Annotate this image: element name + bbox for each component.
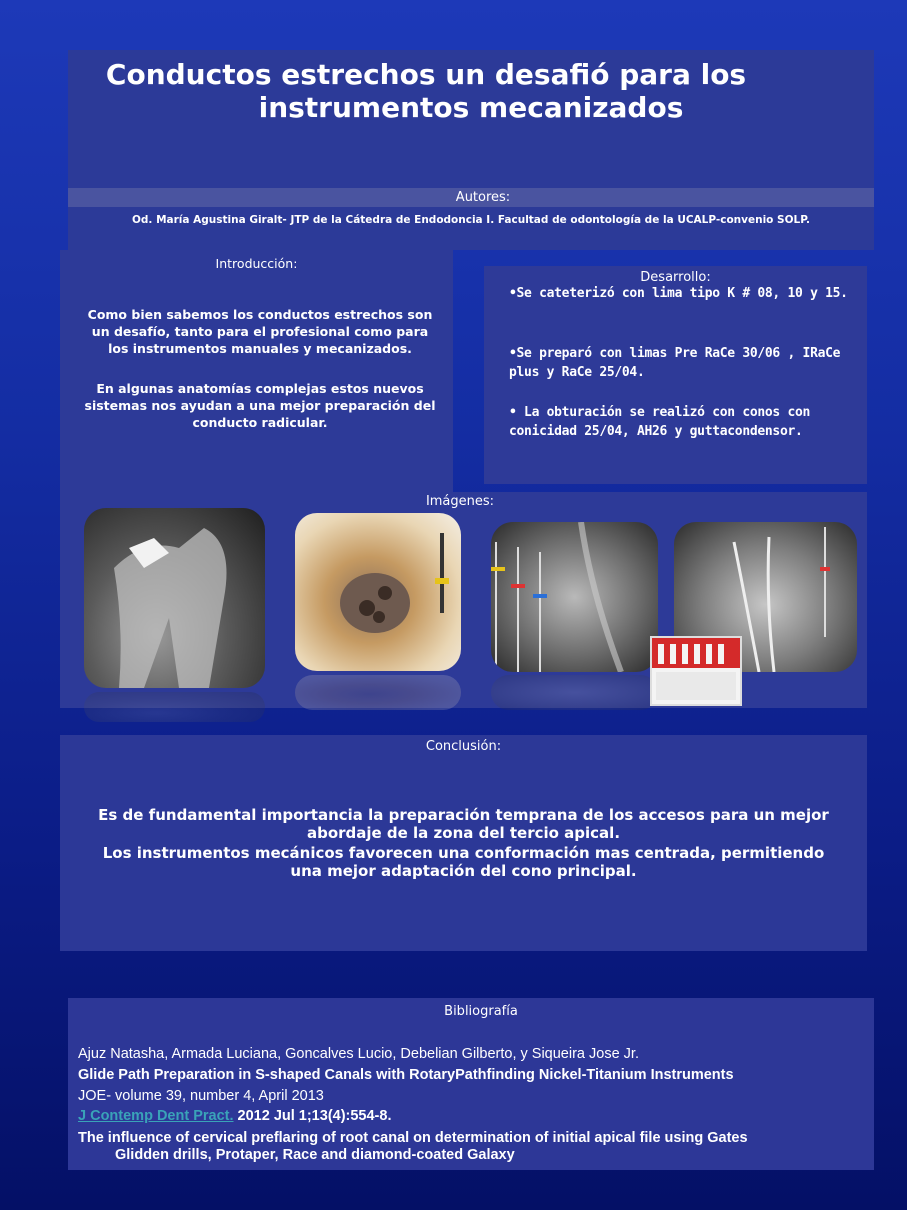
desarrollo-item-3: • La obturación se realizó con conos con conicidad 25/04, AH26 y guttacondensor. [509, 405, 811, 439]
clinical-photo [295, 513, 461, 671]
introduccion-label: Introducción: [215, 256, 298, 271]
bib-authors: Ajuz Natasha, Armada Luciana, Goncalves Lucio, Debelian Gilberto, y Siqueira Jose Jr. [78, 1046, 639, 1062]
conclusion-panel [60, 735, 867, 951]
title-panel [68, 50, 874, 250]
conclusion-line-3: Los instrumentos mecánicos favorecen una conformación mas centrada, permitiendo [102, 844, 825, 862]
conclusion-label: Conclusión: [425, 739, 502, 754]
desarrollo-panel [484, 266, 867, 484]
desarrollo-item-1: •Se cateterizó con lima tipo K # 08, 10 y 15. [509, 286, 848, 301]
conclusion-line-1: Es de fundamental importancia la preparación temprana de los accesos para un mejor [98, 806, 829, 824]
desarrollo-item-2: •Se preparó con limas Pre RaCe 30/06 , IRaCe plus y RaCe 25/04. [509, 346, 841, 380]
bibliografia-label: Bibliografía [444, 1004, 518, 1019]
title-line-1: Conductos estrechos un desafió para los [105, 58, 747, 91]
bib-citation-2 [78, 1108, 391, 1124]
xray-image-3 [491, 522, 658, 672]
conclusion-line-2: abordaje de la zona del tercio apical. [306, 824, 621, 842]
xray-image-1-reflection [84, 692, 265, 722]
bib-journal-1: JOE- volume 39, number 4, April 2013 [78, 1088, 324, 1104]
imagenes-label: Imágenes: [425, 494, 495, 509]
xray-image-1 [84, 508, 265, 688]
title-line-2: instrumentos mecanizados [258, 91, 684, 124]
bib-title-1: Glide Path Preparation in S-shaped Canals with RotaryPathfinding Nickel-Titanium Instruments [78, 1067, 734, 1083]
journal-link[interactable]: J Contemp Dent Pract. [78, 1108, 234, 1124]
introduccion-paragraph-2: En algunas anatomías complejas estos nuevos sistemas nos ayudan a una mejor preparación del conducto radicular. [84, 381, 436, 430]
xray-image-3-reflection [491, 675, 658, 710]
introduccion-paragraph-1: Como bien sabemos los conductos estrechos son un desafío, tanto para el profesional como para los instrumentos manuales y mecanizados. [87, 307, 433, 356]
introduccion-panel [60, 250, 453, 508]
bib-title-2-line-2: Glidden drills, Protaper, Race and diamond-coated Galaxy [115, 1147, 515, 1163]
autores-text: Od. María Agustina Giralt- JTP de la Cátedra de Endodoncia I. Facultad de odontología de la UCALP-convenio SOLP. [131, 214, 810, 226]
clinical-photo-reflection [295, 675, 461, 710]
conclusion-line-4: una mejor adaptación del cono principal. [290, 862, 637, 880]
autores-label: Autores: [455, 190, 511, 205]
poster-title [68, 58, 874, 124]
desarrollo-label: Desarrollo: [640, 270, 711, 285]
bibliografia-panel [68, 998, 874, 1170]
bib-title-2-line-1: The influence of cervical preflaring of root canal on determination of initial apical file using Gates [78, 1130, 748, 1146]
bib-citation-2-text: 2012 Jul 1;13(4):554-8. [233, 1108, 392, 1124]
gutta-percha-box-image [650, 636, 742, 706]
